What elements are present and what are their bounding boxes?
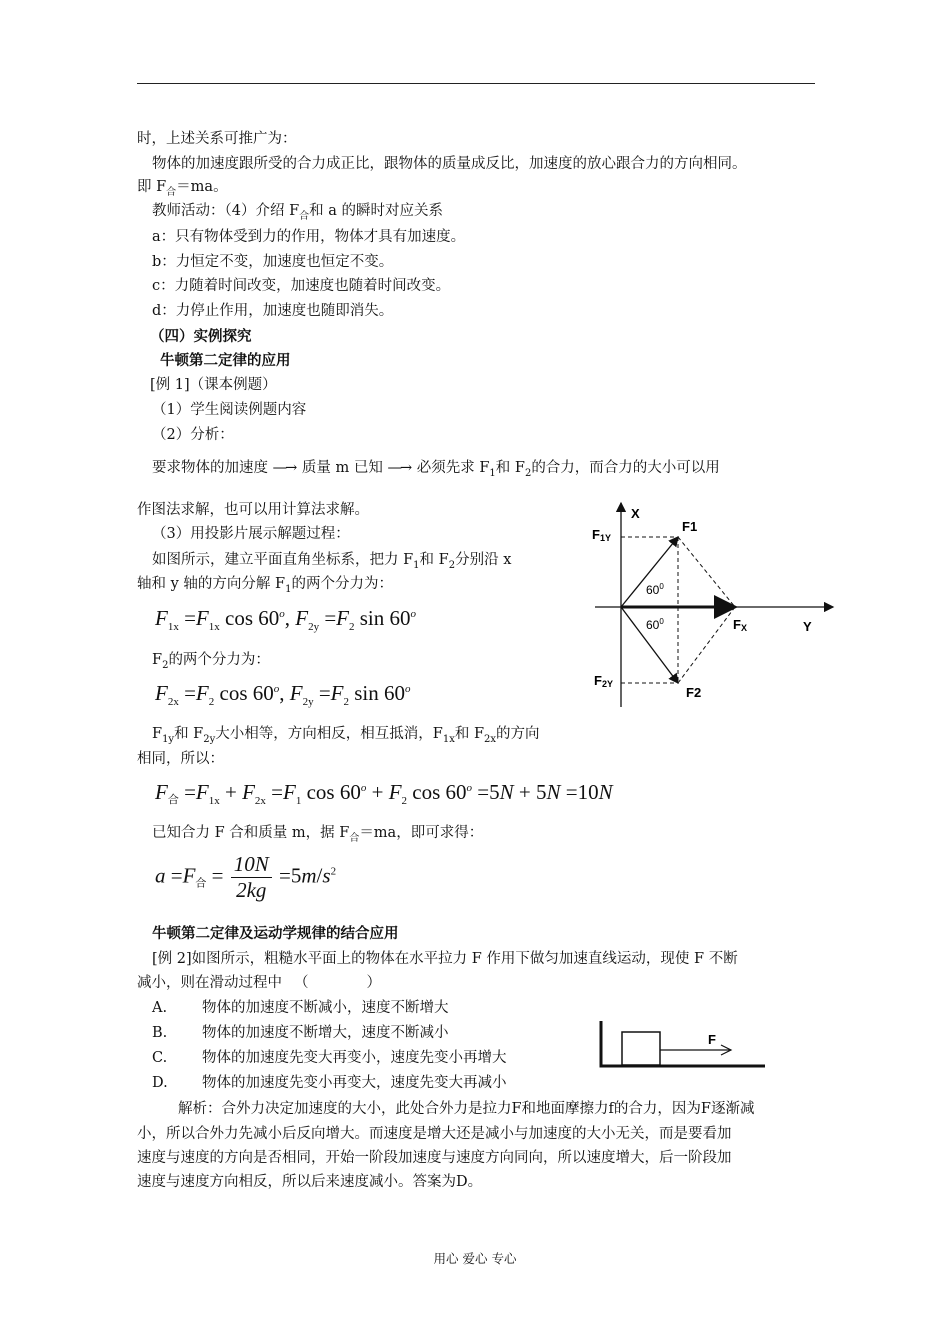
text-line: 已知合力 F 合和质量 m，据 $F_合=ma$，即可求得： [152,825,484,844]
text-line: d：力停止作用，加速度也随即消失。 [152,303,394,319]
text-line: 如图所示，建立平面直角坐标系，把力 $F_1$和 $F_2$分别沿 x [152,552,512,571]
force-label: F [708,1032,716,1047]
text-line: c：力随着时间改变，加速度也随着时间改变。 [152,278,451,294]
block-diagram [595,1018,770,1070]
text-line: $F_2$的两个分力为： [152,652,270,671]
page-footer: 用心 爱心 专心 [433,1251,517,1266]
text-line: 相同，所以： [137,751,224,767]
solution-line: 速度与速度方向相反，所以后来速度减小。答案为D。 [137,1174,483,1190]
text-line: （3）用投影片展示解题过程： [152,526,350,542]
text-line: $F_{1y}$和 $F_{2y}$大小相等，方向相反，相互抵消，$F_{1x}$和 $F_{2x}$的方向 [152,726,540,745]
text-line: a：只有物体受到力的作用，物体才具有加速度。 [152,229,466,245]
text-line: [例 2]如图所示，粗糙水平面上的物体在水平拉力 F 作用下做匀加速直线运动，现使 F 不断 [152,951,738,967]
angle-label: $60^0$ [646,582,664,597]
arrow-icon: → [399,460,413,476]
f1-label: F1 [682,519,698,534]
text-line: 轴和 y 轴的方向分解 $F_1$的两个分力为： [137,576,393,595]
text-line: b：力恒定不变，加速度也恒定不变。 [152,254,394,270]
arrow-icon: → [285,460,298,476]
text-line: [例 1]（课本例题） [150,377,277,393]
f2-label: F2 [686,685,702,700]
y-axis-label: Y [803,619,812,634]
option-d: D. 物体的加速度先变小再变大，速度先变大再减小 [152,1075,507,1091]
text-line: 作图法求解，也可以用计算法求解。 [137,502,369,518]
x-axis-label: X [631,506,640,521]
text-line: （2）分析： [152,427,234,443]
text-line: 教师活动：（4）介绍 $F_合$和 a 的瞬时对应关系 [152,203,444,222]
fraction: $\frac{10N}{2kg}$ [231,852,272,903]
dashed-line [678,607,735,683]
equation-resultant: F合 $=F_{1x} + F_{2x} =F_1$ $\cos 60^o + F_2$ cos 60$^o$ =5N + 5N =10N [155,780,613,808]
fx-label: FX [733,617,747,633]
section-heading: 牛顿第二定律的应用 [160,353,291,369]
f2y-label: F2Y [594,673,613,689]
section-heading: 牛顿第二定律及运动学规律的结合应用 [152,926,399,942]
equation-f2-components: $F_{2x} =F_2$ cos 60$^o$, $F_{2y} =F_2$ sin 60$^o$ [155,681,411,709]
solution-line: 解析：合外力决定加速度的大小，此处合外力是拉力F和地面摩擦力f的合力，因为F逐渐减 [178,1101,755,1117]
text-line: 即 $F_合=ma$。 [137,179,228,198]
section-heading: （四）实例探究 [150,329,252,345]
dashed-line [678,537,735,607]
text-line: 减小，则在滑动过程中 （ ） [137,975,381,991]
f1y-label: F1Y [592,527,611,543]
solution-line: 小，所以合外力先减小后反向增大。而速度是增大还是减小与加速度的大小无关，而是要看加 [137,1126,732,1142]
text-line: （1）学生阅读例题内容 [152,402,307,418]
solution-line: 速度与速度的方向是否相同，开始一阶段加速度与速度方向同向，所以速度增大，后一阶段加 [137,1150,732,1166]
option-a: A. 物体的加速度不断减小，速度不断增大 [152,1000,449,1016]
force-diagram [585,495,845,715]
option-c: C. 物体的加速度先变大再变小，速度先变小再增大 [152,1050,507,1066]
text-line: 时，上述关系可推广为： [137,131,297,147]
equation-f1-components: $F_{1x} =F_{1x}$ cos 60$^o$, $F_{2y} =F_2$ sin 60$^o$ [155,606,417,634]
block [622,1032,660,1065]
text-line: 要求物体的加速度 —→ 质量 m 已知 —→ 必须先求 $F_1$和 $F_2$的合力，而合力的大小可以用 [152,460,720,479]
equation-acceleration: a =F合 = $\frac{10N}{2kg}$ $=5m/s^2$ [155,852,337,902]
text-line: 物体的加速度跟所受的合力成正比，跟物体的质量成反比，加速度的放心跟合力的方向相同。 [152,156,747,172]
option-b: B. 物体的加速度不断增大，速度不断减小 [152,1025,449,1041]
header-rule [137,83,815,84]
angle-label: $60^0$ [646,617,664,632]
